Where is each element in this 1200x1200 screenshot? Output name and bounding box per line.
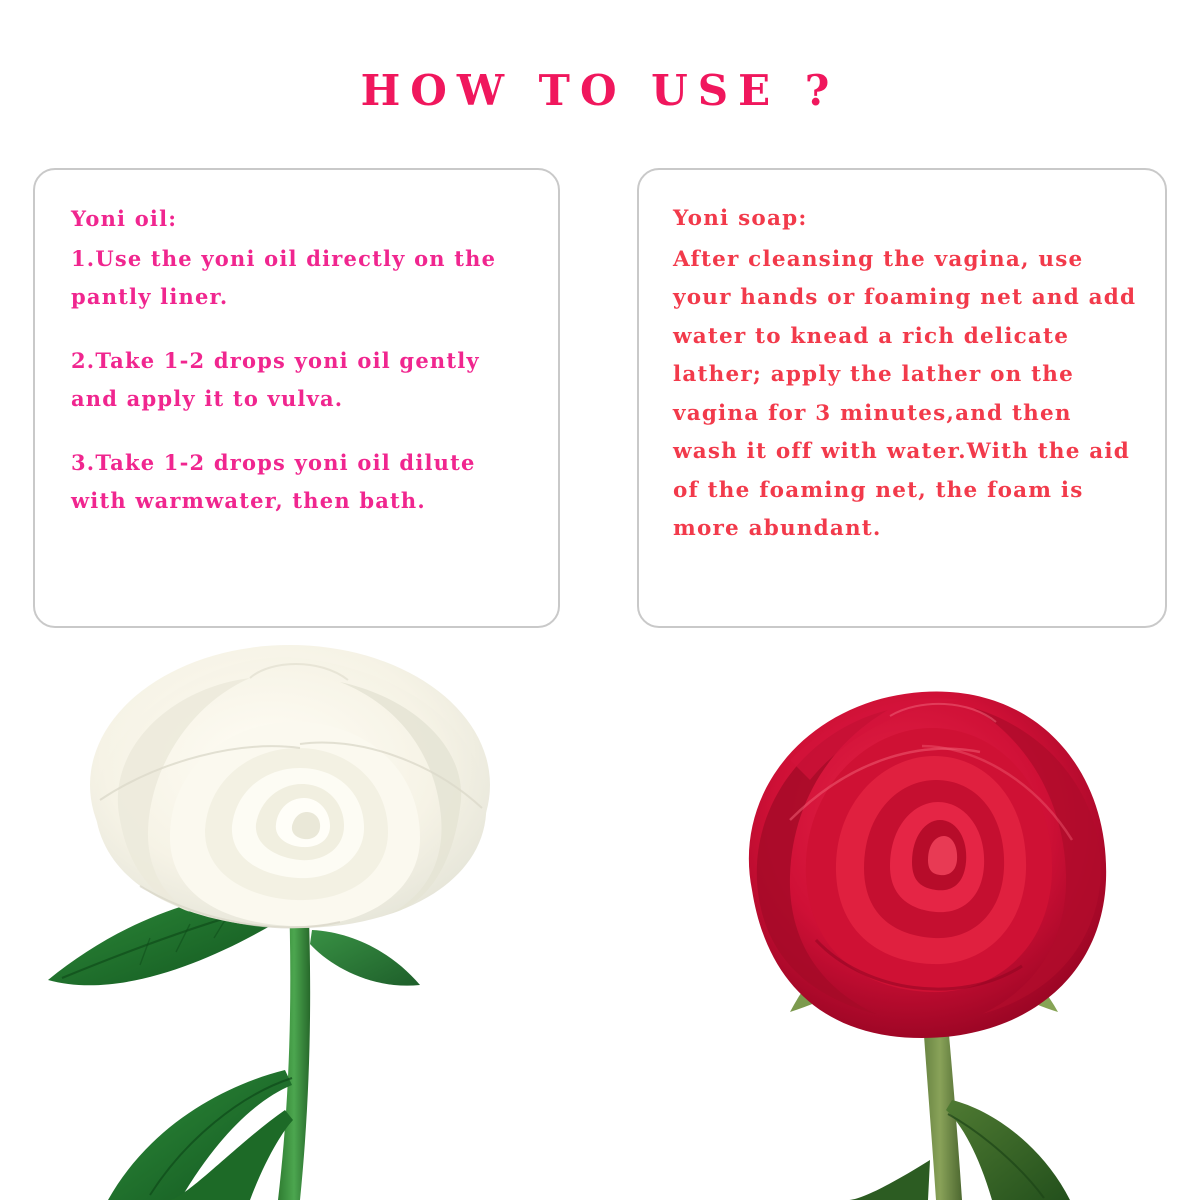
yoni-soap-instructions: After cleansing the vagina, use your hands or foaming net and add water to knead a rich delicate lather; apply the lather on the vagina for 3 minutes,and then wash it off with water.With the aid of the foaming net, the foam is more abundant.: [673, 246, 1137, 541]
white-rose-photo: [0, 640, 560, 1200]
yoni-oil-heading: Yoni oil:: [71, 206, 178, 231]
red-rose-photo: [640, 640, 1200, 1200]
yoni-oil-text: [71, 200, 528, 520]
yoni-soap-text: [673, 200, 1143, 549]
yoni-oil-step-2: 2.Take 1-2 drops yoni oil gently and apply it to vulva.: [71, 348, 480, 411]
yoni-oil-step-3: 3.Take 1-2 drops yoni oil dilute with warmwater, then bath.: [71, 450, 476, 513]
yoni-soap-heading: Yoni soap:: [673, 206, 808, 231]
instruction-card-yoni-oil: [33, 168, 560, 628]
yoni-oil-step-1: 1.Use the yoni oil directly on the pantly liner.: [71, 246, 497, 309]
page-title: HOW TO USE ?: [360, 66, 840, 115]
instruction-card-yoni-soap: [637, 168, 1167, 628]
